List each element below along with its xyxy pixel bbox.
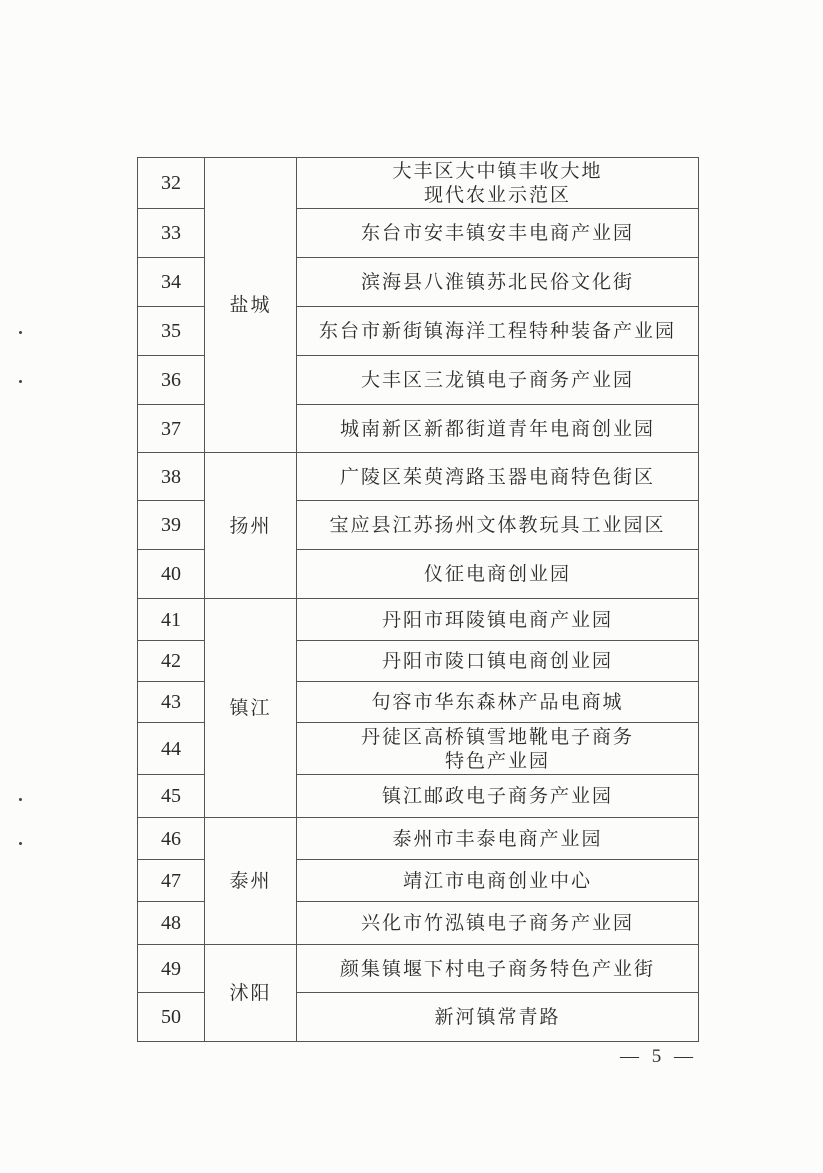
row-number: 46 [138,818,205,860]
row-number: 44 [138,723,205,775]
park-name: 丹阳市陵口镇电商创业园 [297,641,699,682]
scan-dot [19,380,22,383]
row-number: 38 [138,453,205,501]
row-number: 33 [138,209,205,258]
page-number: — 5 — [620,1046,697,1067]
park-list-table [137,157,699,1042]
scan-dot [19,331,22,334]
park-name: 靖江市电商创业中心 [297,860,699,902]
park-name: 宝应县江苏扬州文体教玩具工业园区 [297,501,699,550]
row-number: 41 [138,599,205,641]
table-row [138,945,699,993]
park-name: 镇江邮政电子商务产业园 [297,775,699,818]
row-number: 35 [138,307,205,356]
park-name: 广陵区茱萸湾路玉器电商特色街区 [297,453,699,501]
row-number: 48 [138,902,205,945]
park-name: 大丰区大中镇丰收大地 现代农业示范区 [297,158,699,209]
row-number: 32 [138,158,205,209]
table-row [138,453,699,501]
park-name: 丹阳市珥陵镇电商产业园 [297,599,699,641]
park-name: 滨海县八淮镇苏北民俗文化街 [297,258,699,307]
park-name: 东台市安丰镇安丰电商产业园 [297,209,699,258]
park-name: 城南新区新都街道青年电商创业园 [297,405,699,453]
region-cell: 盐城 [205,158,297,453]
table-row [138,599,699,641]
region-cell: 镇江 [205,599,297,818]
row-number: 39 [138,501,205,550]
row-number: 34 [138,258,205,307]
park-name: 东台市新街镇海洋工程特种装备产业园 [297,307,699,356]
row-number: 49 [138,945,205,993]
row-number: 37 [138,405,205,453]
scan-dot [19,798,22,801]
scan-dot [19,842,22,845]
park-name: 丹徒区高桥镇雪地靴电子商务 特色产业园 [297,723,699,775]
park-name: 颜集镇堰下村电子商务特色产业街 [297,945,699,993]
park-name: 大丰区三龙镇电子商务产业园 [297,356,699,405]
table-row [138,158,699,209]
region-cell: 扬州 [205,453,297,599]
region-cell: 沭阳 [205,945,297,1042]
park-name: 句容市华东森林产品电商城 [297,682,699,723]
park-name: 仪征电商创业园 [297,550,699,599]
row-number: 47 [138,860,205,902]
row-number: 36 [138,356,205,405]
region-cell: 泰州 [205,818,297,945]
park-name: 泰州市丰泰电商产业园 [297,818,699,860]
park-name: 兴化市竹泓镇电子商务产业园 [297,902,699,945]
row-number: 43 [138,682,205,723]
park-name: 新河镇常青路 [297,993,699,1042]
table-row [138,818,699,860]
row-number: 42 [138,641,205,682]
row-number: 45 [138,775,205,818]
row-number: 50 [138,993,205,1042]
row-number: 40 [138,550,205,599]
